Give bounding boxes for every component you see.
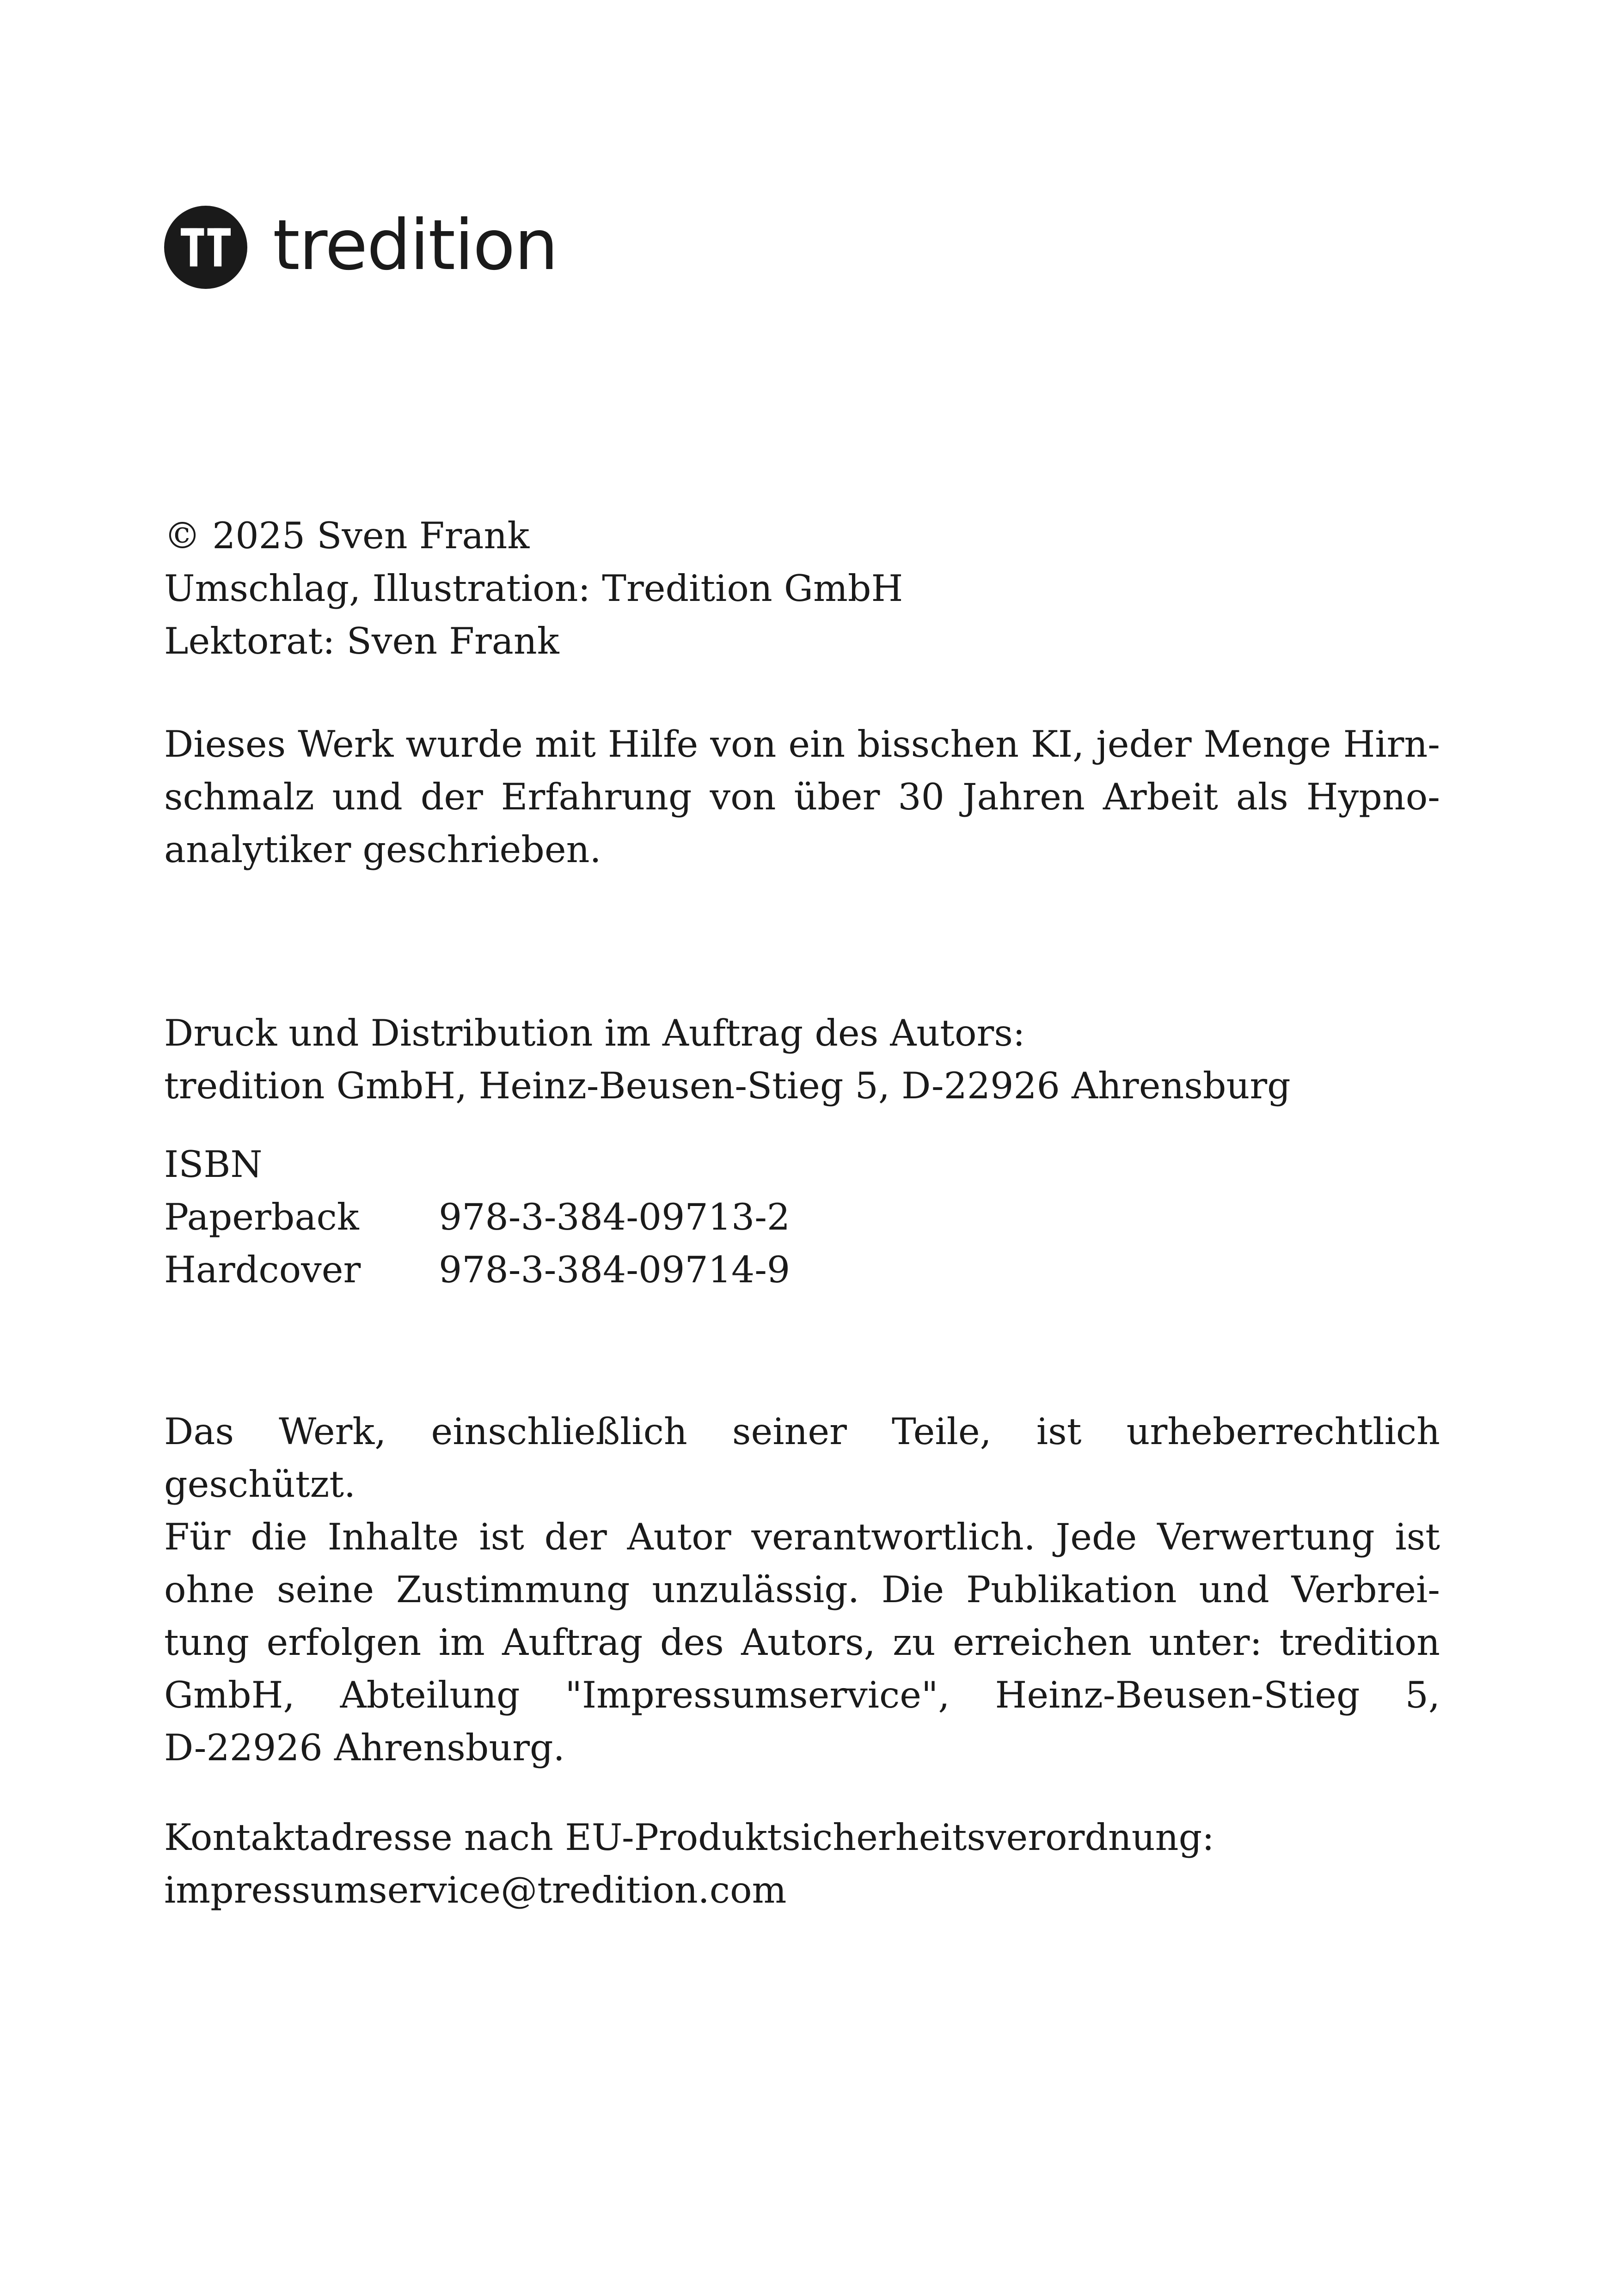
rights-paragraph [164, 1405, 1440, 1774]
credits-block [164, 509, 1440, 667]
isbn-edition-type: Hardcover [164, 1249, 361, 1291]
cover-credit-line: Umschlag, Illustration: Tredition GmbH [164, 567, 903, 610]
contact-heading: Kontaktadresse nach EU-Produktsicherheitsverordnung: [164, 1816, 1214, 1859]
ai-note-line: analytiker geschrieben. [164, 828, 601, 871]
rights-line: tung erfolgen im Auftrag des Autors, zu erreichen unter: tredition [164, 1621, 1440, 1664]
rights-line: ohne seine Zustimmung unzulässig. Die Publikation und Verbrei- [164, 1568, 1440, 1611]
logo-wordmark: tredition [273, 205, 558, 286]
isbn-block [164, 1138, 1440, 1296]
rights-line: Das Werk, einschließlich seiner Teile, ist urheberrechtlich geschützt. [164, 1410, 1440, 1506]
publisher-logo [164, 206, 558, 289]
publisher-address-line: tredition GmbH, Heinz-Beusen-Stieg 5, D-22926 Ahrensburg [164, 1065, 1291, 1107]
isbn-row-paperback [164, 1191, 1440, 1243]
print-distribution-block [164, 1007, 1440, 1112]
rights-line: D-22926 Ahrensburg. [164, 1727, 565, 1769]
tredition-logo-icon [164, 206, 247, 289]
isbn-heading: ISBN [164, 1143, 263, 1186]
ai-note-line: schmalz und der Erfahrung von über 30 Jahren Arbeit als Hypno- [164, 776, 1440, 818]
ai-note-line: Dieses Werk wurde mit Hilfe von ein bisschen KI, jeder Menge Hirn- [164, 723, 1440, 765]
isbn-edition-type: Paperback [164, 1196, 359, 1238]
copyright-line: © 2025 Sven Frank [164, 514, 530, 557]
print-line: Druck und Distribution im Auftrag des Autors: [164, 1012, 1025, 1054]
isbn-number: 978-3-384-09714-9 [439, 1249, 791, 1291]
rights-line: Für die Inhalte ist der Autor verantwortlich. Jede Verwertung ist [164, 1516, 1440, 1558]
isbn-row-hardcover [164, 1243, 1440, 1296]
contact-email: impressumservice@tredition.com [164, 1869, 787, 1911]
contact-block [164, 1811, 1440, 1916]
ai-note-paragraph [164, 718, 1440, 876]
editor-credit-line: Lektorat: Sven Frank [164, 620, 559, 662]
isbn-number: 978-3-384-09713-2 [439, 1196, 791, 1238]
rights-line: GmbH, Abteilung "Impressumservice", Heinz-Beusen-Stieg 5, [164, 1674, 1440, 1716]
